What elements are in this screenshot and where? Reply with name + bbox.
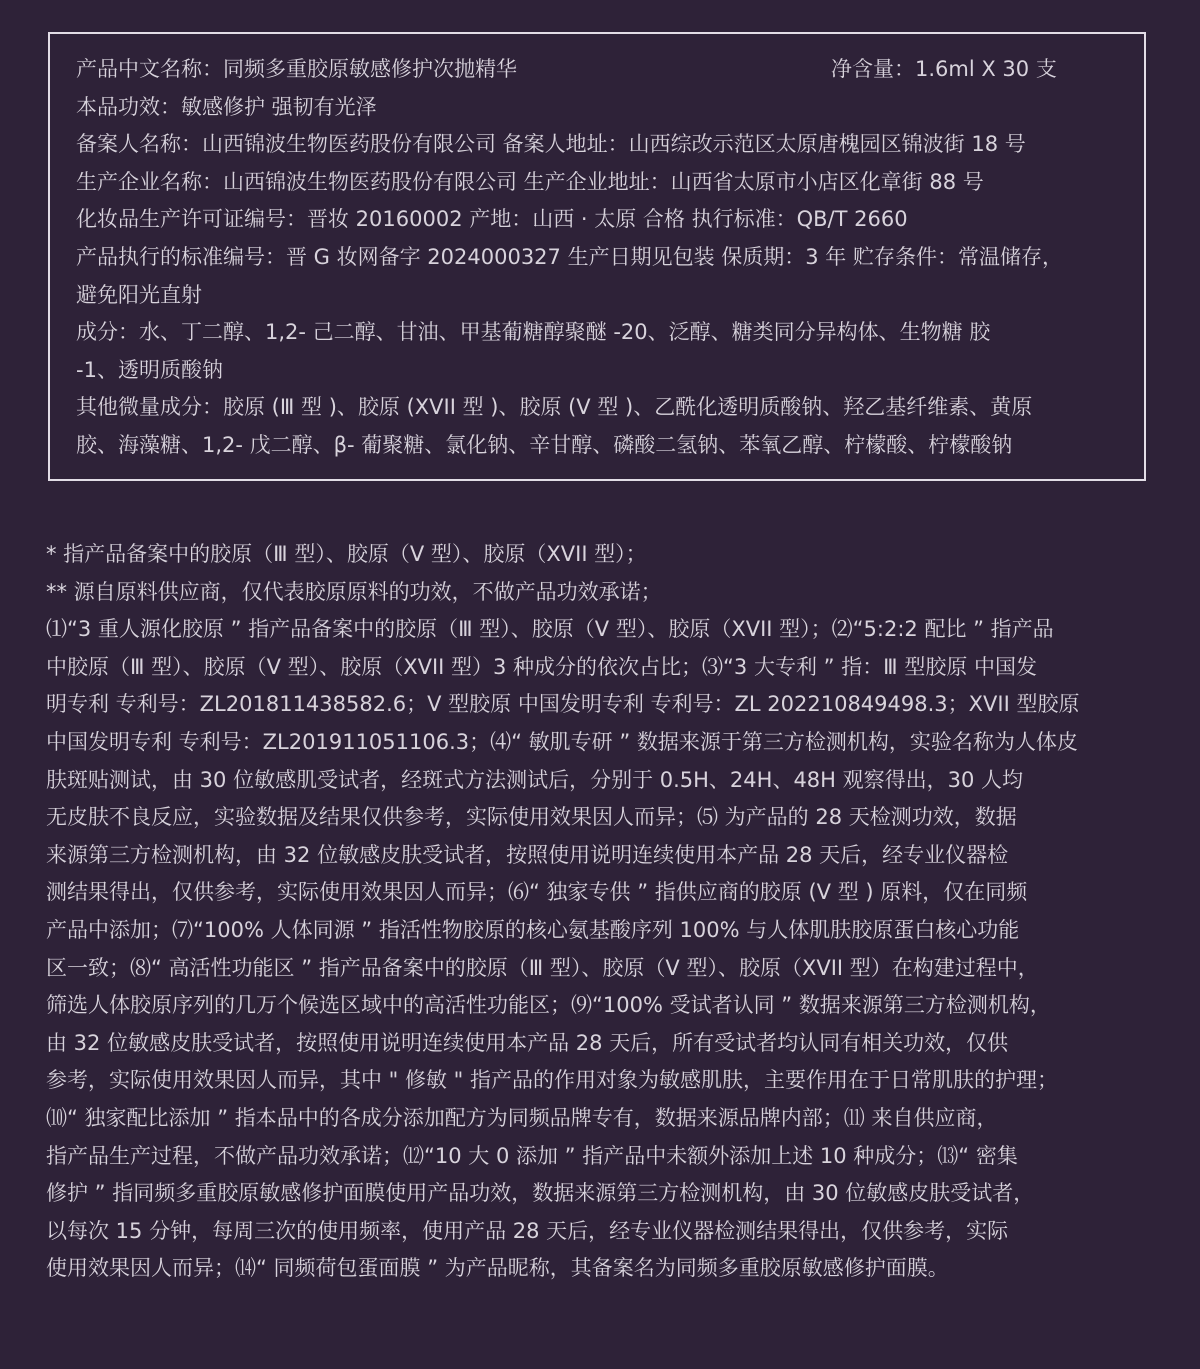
- note-line: 肤斑贴测试，由 30 位敏感肌受试者，经斑式方法测试后，分别于 0.5H、24H、48H 观察得出，30 人均: [46, 767, 1024, 792]
- note-line: * 指产品备案中的胶原（Ⅲ 型）、胶原（V 型）、胶原（XVII 型）；: [46, 542, 647, 566]
- standard-line: 产品执行的标准编号：晋 G 妆网备字 2024000327 生产日期见包装 保质期：3 年 贮存条件：常温储存，: [76, 244, 1063, 269]
- note-line: 产品中添加；⑺“100% 人体同源 ” 指活性物胶原的核心氨基酸序列 100% 与人体肌肤胶原蛋白核心功能: [46, 917, 1020, 942]
- footnotes: [46, 536, 1156, 1288]
- note-line: ⑽“ 独家配比添加 ” 指本品中的各成分添加配方为同频品牌专有，数据来源品牌内部；⑾ 来自供应商，: [46, 1105, 998, 1130]
- license-line: 化妆品生产许可证编号：晋妆 20160002 产地：山西 · 太原 合格 执行标准：QB/T 2660: [76, 207, 908, 232]
- filer-line: 备案人名称：山西锦波生物医药股份有限公司 备案人地址：山西综改示范区太原唐槐园区锦波街 18 号: [76, 132, 1026, 157]
- note-line: 修护 ” 指同频多重胶原敏感修护面膜使用产品功效，数据来源第三方检测机构，由 30 位敏感皮肤受试者，: [46, 1181, 1035, 1206]
- ingredients-line: 成分：水、丁二醇、1,2- 己二醇、甘油、甲基葡糖醇聚醚 -20、泛醇、糖类同分异构体、生物糖 胶: [76, 320, 991, 345]
- product-info-box: [48, 32, 1146, 481]
- note-line: ⑴“3 重人源化胶原 ” 指产品备案中的胶原（Ⅲ 型）、胶原（V 型）、胶原（XVII 型）；⑵“5:2:2 配比 ” 指产品: [46, 617, 1054, 642]
- note-line: 中胶原（Ⅲ 型）、胶原（V 型）、胶原（XVII 型）3 种成分的依次占比；⑶“3 大专利 ” 指：Ⅲ 型胶原 中国发: [46, 654, 1038, 679]
- manufacturer-line: 生产企业名称：山西锦波生物医药股份有限公司 生产企业地址：山西省太原市小店区化章街 88 号: [76, 169, 984, 194]
- net-content: 净含量：1.6ml X 30 支: [831, 57, 1057, 81]
- note-line: 无皮肤不良反应，实验数据及结果仅供参考，实际使用效果因人而异；⑸ 为产品的 28 天检测功效，数据: [46, 805, 1017, 830]
- note-line: 明专利 专利号：ZL201811438582.6；V 型胶原 中国发明专利 专利号：ZL 202210849498.3；XVII 型胶原: [46, 692, 1080, 717]
- note-line: 区一致；⑻“ 高活性功能区 ” 指产品备案中的胶原（Ⅲ 型）、胶原（V 型）、胶原（XVII 型）在构建过程中，: [46, 955, 1039, 980]
- ingredients-line-cont: -1、透明质酸钠: [76, 357, 223, 382]
- note-line: 以每次 15 分钟，每周三次的使用频率，使用产品 28 天后，经专业仪器检测结果得出，仅供参考，实际: [46, 1218, 1009, 1243]
- product-name: 产品中文名称：同频多重胶原敏感修护次抛精华: [76, 57, 517, 81]
- trace-ingredients-line-cont: 胶、海藻糖、1,2- 戊二醇、β- 葡聚糖、氯化钠、辛甘醇、磷酸二氢钠、苯氧乙醇、柠檬酸、柠檬酸钠: [76, 432, 1013, 457]
- storage-line: 避免阳光直射: [76, 282, 202, 307]
- note-line: 使用效果因人而异；⒁“ 同频荷包蛋面膜 ” 为产品昵称，其备案名为同频多重胶原敏感修护面膜。: [46, 1256, 949, 1281]
- note-line: 筛选人体胶原序列的几万个候选区域中的高活性功能区；⑼“100% 受试者认同 ” 数据来源第三方检测机构，: [46, 993, 1051, 1018]
- trace-ingredients-line: 其他微量成分：胶原 (Ⅲ 型 )、胶原 (XVII 型 )、胶原 (V 型 )、乙酰化透明质酸钠、羟乙基纤维素、黄原: [76, 395, 1033, 420]
- product-name-line: [76, 51, 1124, 89]
- note-line: 参考，实际使用效果因人而异，其中 " 修敏 " 指产品的作用对象为敏感肌肤，主要作用在于日常肌肤的护理；: [46, 1068, 1059, 1093]
- note-line: 来源第三方检测机构，由 32 位敏感皮肤受试者，按照使用说明连续使用本产品 28 天后，经专业仪器检: [46, 842, 1009, 867]
- note-line: 指产品生产过程，不做产品功效承诺；⑿“10 大 0 添加 ” 指产品中未额外添加上述 10 种成分；⒀“ 密集: [46, 1143, 1018, 1168]
- note-line: 测结果得出，仅供参考，实际使用效果因人而异；⑹“ 独家专供 ” 指供应商的胶原 (V 型 ) 原料，仅在同频: [46, 880, 1028, 905]
- note-line: ** 源自原料供应商，仅代表胶原原料的功效，不做产品功效承诺；: [46, 579, 662, 604]
- note-line: 由 32 位敏感皮肤受试者，按照使用说明连续使用本产品 28 天后，所有受试者均认同有相关功效，仅供: [46, 1030, 1009, 1055]
- efficacy-line: 本品功效：敏感修护 强韧有光泽: [76, 94, 377, 119]
- note-line: 中国发明专利 专利号：ZL201911051106.3；⑷“ 敏肌专研 ” 数据来源于第三方检测机构，实验名称为人体皮: [46, 729, 1078, 754]
